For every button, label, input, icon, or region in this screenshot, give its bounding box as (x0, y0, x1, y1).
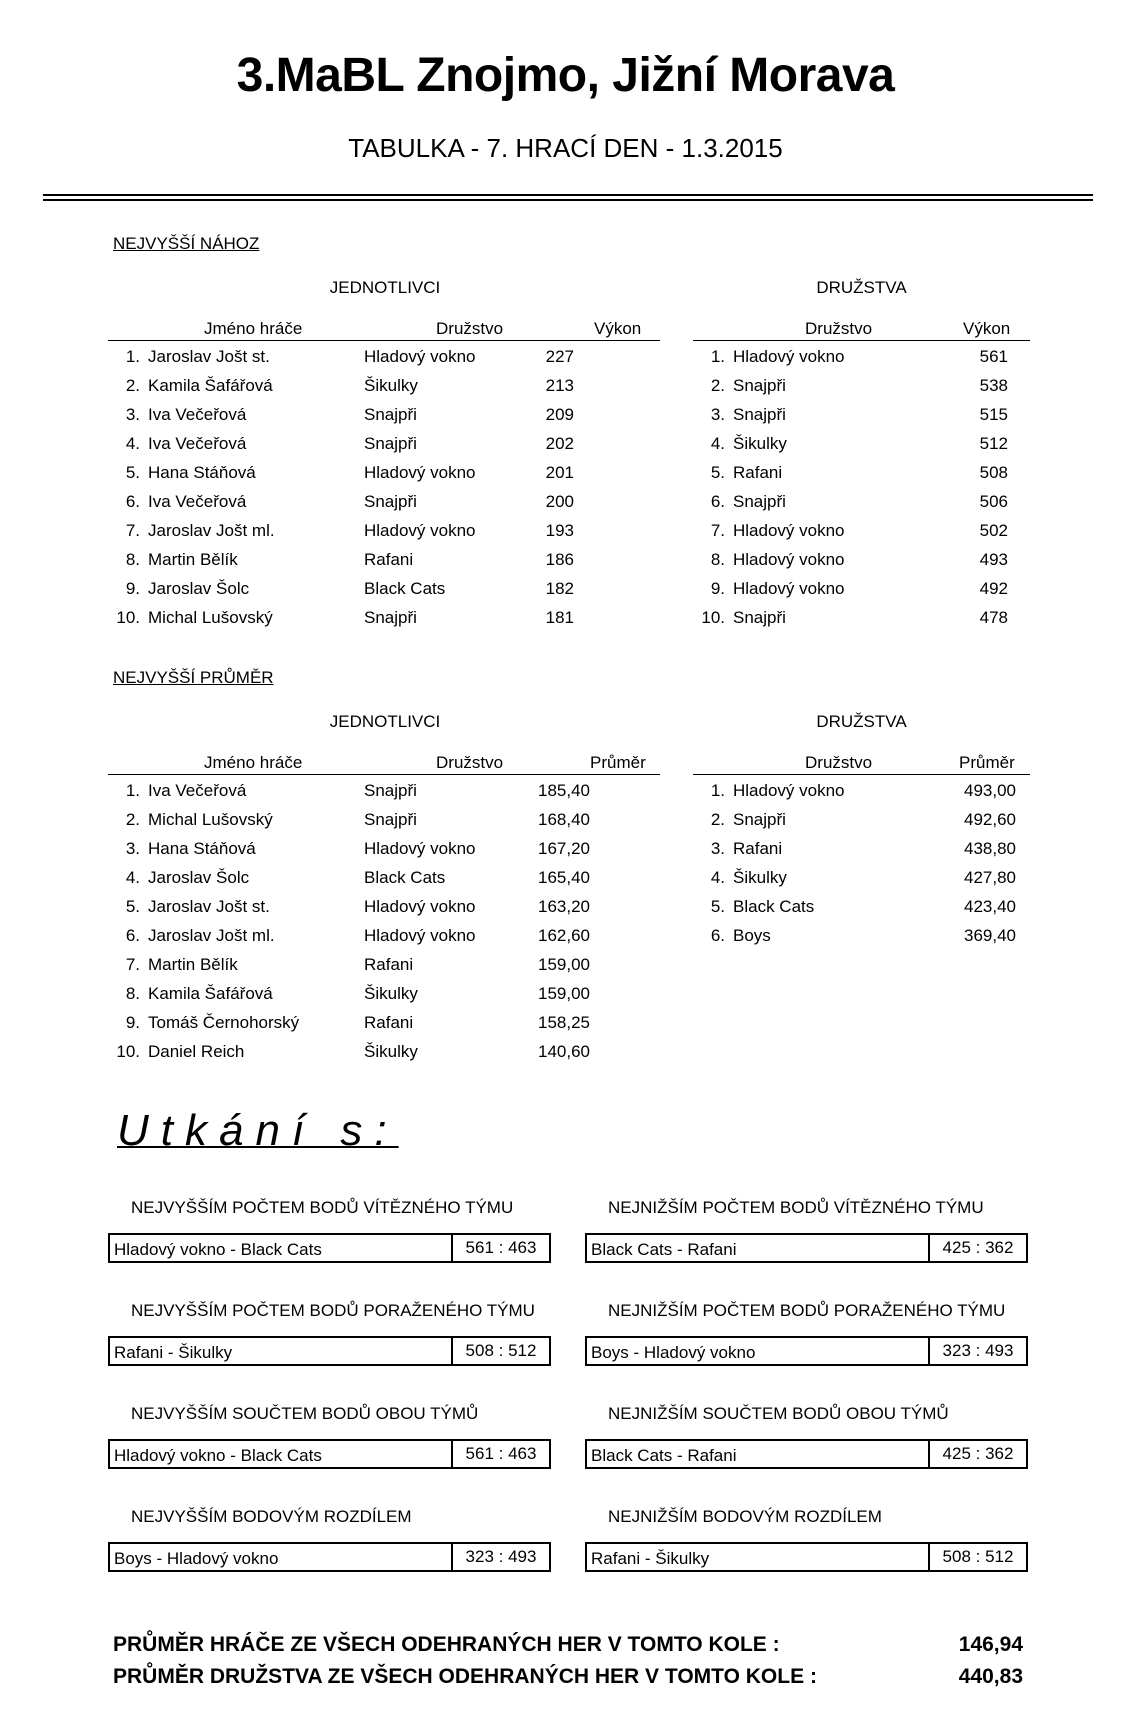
record-label: NEJNIŽŠÍM SOUČTEM BODŮ OBOU TÝMŮ (608, 1404, 949, 1423)
value-cell: 508 (979, 463, 1008, 482)
table-row (693, 775, 1030, 804)
team-cell: Snajpři (733, 608, 786, 627)
player-name-cell: Daniel Reich (148, 1042, 245, 1061)
record-box (585, 1233, 1028, 1263)
record-match: Black Cats - Rafani (591, 1240, 737, 1259)
table-row (108, 370, 660, 399)
team-cell: Hladový vokno (364, 926, 476, 945)
record-match: Hladový vokno - Black Cats (114, 1240, 322, 1259)
rank-cell: 5. (710, 897, 725, 916)
value-cell: 493,00 (964, 781, 1016, 800)
value-cell: 168,40 (538, 810, 590, 829)
table-row (108, 920, 660, 949)
rank-cell: 10. (116, 608, 140, 627)
section-heading-nahoz: NEJVYŠŠÍ NÁHOZ (113, 234, 260, 253)
table-row (693, 602, 1030, 631)
record-score: 323 : 493 (928, 1338, 1026, 1364)
rank-cell: 6. (125, 492, 140, 511)
col-header-team: Družstvo (805, 753, 873, 772)
player-name-cell: Tomáš Černohorský (148, 1013, 300, 1032)
player-name-cell: Martin Bělík (148, 550, 238, 569)
record-box (585, 1336, 1028, 1366)
team-cell: Snajpři (733, 810, 786, 829)
record-match: Rafani - Šikulky (591, 1549, 710, 1568)
table-row (108, 515, 660, 544)
team-cell: Snajpři (364, 608, 417, 627)
individuals-heading-nahoz: JEDNOTLIVCI (329, 278, 441, 297)
value-cell: 202 (545, 434, 574, 453)
team-cell: Šikulky (733, 434, 787, 453)
rank-cell: 8. (710, 550, 725, 569)
table-row (693, 544, 1030, 573)
player-name-cell: Jaroslav Jošt st. (148, 347, 270, 366)
page-title: 3.MaBL Znojmo, Jižní Morava (236, 49, 895, 102)
table-row (108, 544, 660, 573)
value-cell: 158,25 (538, 1013, 590, 1032)
record-box (585, 1542, 1028, 1572)
rank-cell: 8. (125, 984, 140, 1003)
record-score: 561 : 463 (451, 1235, 549, 1261)
team-cell: Hladový vokno (733, 579, 845, 598)
value-cell: 369,40 (964, 926, 1016, 945)
value-cell: 182 (545, 579, 574, 598)
table-row (108, 573, 660, 602)
record-label: NEJVYŠŠÍM POČTEM BODŮ VÍTĚZNÉHO TÝMU (131, 1198, 514, 1217)
table-row (108, 1036, 660, 1065)
rank-cell: 3. (710, 839, 725, 858)
player-name-cell: Iva Večeřová (148, 781, 247, 800)
value-cell: 159,00 (538, 984, 590, 1003)
team-cell: Snajpři (364, 405, 417, 424)
rank-cell: 9. (710, 579, 725, 598)
table-row (108, 602, 660, 631)
team-cell: Snajpři (733, 405, 786, 424)
col-header-value: Výkon (594, 319, 642, 338)
value-cell: 185,40 (538, 781, 590, 800)
rank-cell: 10. (116, 1042, 140, 1061)
player-name-cell: Kamila Šafářová (148, 984, 273, 1003)
table-row (693, 891, 1030, 920)
rank-cell: 2. (125, 810, 140, 829)
player-name-cell: Iva Večeřová (148, 405, 247, 424)
value-cell: 167,20 (538, 839, 590, 858)
team-cell: Snajpři (733, 492, 786, 511)
rank-cell: 4. (710, 868, 725, 887)
col-header-team: Družstvo (436, 753, 504, 772)
table-row (108, 891, 660, 920)
record-match: Boys - Hladový vokno (591, 1343, 756, 1362)
table-row (693, 573, 1030, 602)
record-match: Boys - Hladový vokno (114, 1549, 279, 1568)
team-cell: Snajpři (733, 376, 786, 395)
player-name-cell: Hana Stáňová (148, 839, 256, 858)
value-cell: 162,60 (538, 926, 590, 945)
value-cell: 213 (545, 376, 574, 395)
team-cell: Rafani (364, 550, 414, 569)
team-cell: Hladový vokno (733, 781, 845, 800)
rank-cell: 9. (125, 1013, 140, 1032)
table-row (693, 804, 1030, 833)
table-row (693, 486, 1030, 515)
team-cell: Rafani (364, 955, 414, 974)
value-cell: 427,80 (964, 868, 1016, 887)
record-box (108, 1233, 551, 1263)
table-row (693, 341, 1030, 370)
record-label: NEJVYŠŠÍM SOUČTEM BODŮ OBOU TÝMŮ (131, 1404, 479, 1423)
value-cell: 506 (979, 492, 1008, 511)
value-cell: 438,80 (964, 839, 1016, 858)
value-cell: 159,00 (538, 955, 590, 974)
table-header (693, 313, 1030, 341)
player-average-label: PRŮMĚR HRÁČE ZE VŠECH ODEHRANÝCH HER V TOMTO KOLE : (113, 1633, 780, 1656)
team-cell: Snajpři (364, 434, 417, 453)
rank-cell: 2. (710, 810, 725, 829)
value-cell: 478 (979, 608, 1008, 627)
teams-heading-nahoz: DRUŽSTVA (816, 278, 907, 297)
record-score: 508 : 512 (451, 1338, 549, 1364)
value-cell: 200 (545, 492, 574, 511)
team-cell: Hladový vokno (733, 347, 845, 366)
table-row (693, 515, 1030, 544)
rank-cell: 6. (710, 926, 725, 945)
table-row (693, 920, 1030, 949)
table-row (108, 341, 660, 370)
rank-cell: 7. (710, 521, 725, 540)
team-cell: Hladový vokno (364, 347, 476, 366)
rank-cell: 7. (125, 955, 140, 974)
team-cell: Black Cats (364, 579, 446, 598)
value-cell: 193 (545, 521, 574, 540)
table-row (108, 1007, 660, 1036)
table-row (693, 370, 1030, 399)
rank-cell: 5. (125, 897, 140, 916)
table-row (108, 949, 660, 978)
individuals-heading-prumer: JEDNOTLIVCI (329, 712, 441, 731)
table-header (108, 313, 660, 341)
table-row (108, 804, 660, 833)
team-cell: Snajpři (364, 781, 417, 800)
table-row (693, 862, 1030, 891)
rank-cell: 1. (125, 347, 140, 366)
team-cell: Šikulky (364, 984, 418, 1003)
record-label: NEJNIŽŠÍM POČTEM BODŮ VÍTĚZNÉHO TÝMU (608, 1198, 984, 1217)
player-name-cell: Jaroslav Šolc (148, 868, 250, 887)
value-cell: 492,60 (964, 810, 1016, 829)
team-cell: Šikulky (364, 376, 418, 395)
table-row (108, 457, 660, 486)
table-row (108, 486, 660, 515)
table-nahoz-individuals (108, 313, 660, 631)
record-box (108, 1439, 551, 1469)
col-header-team: Družstvo (805, 319, 873, 338)
matches-heading: Utkání s: (117, 1106, 399, 1155)
rank-cell: 1. (710, 781, 725, 800)
record-score: 323 : 493 (451, 1544, 549, 1570)
rank-cell: 6. (710, 492, 725, 511)
team-cell: Snajpři (364, 810, 417, 829)
record-label: NEJNIŽŠÍM BODOVÝM ROZDÍLEM (608, 1507, 882, 1526)
team-average-value: 440,83 (958, 1665, 1023, 1688)
rank-cell: 5. (710, 463, 725, 482)
table-row (693, 457, 1030, 486)
record-score: 425 : 362 (928, 1235, 1026, 1261)
table-header (693, 747, 1030, 775)
table-row (108, 862, 660, 891)
player-name-cell: Jaroslav Jošt ml. (148, 926, 275, 945)
table-row (693, 399, 1030, 428)
team-cell: Hladový vokno (364, 897, 476, 916)
rank-cell: 1. (710, 347, 725, 366)
value-cell: 493 (979, 550, 1008, 569)
value-cell: 492 (979, 579, 1008, 598)
player-name-cell: Kamila Šafářová (148, 376, 273, 395)
rank-cell: 4. (125, 868, 140, 887)
team-cell: Black Cats (364, 868, 446, 887)
player-name-cell: Martin Bělík (148, 955, 238, 974)
team-cell: Hladový vokno (364, 463, 476, 482)
team-average-label: PRŮMĚR DRUŽSTVA ZE VŠECH ODEHRANÝCH HER V TOMTO KOLE : (113, 1665, 817, 1688)
player-name-cell: Jaroslav Šolc (148, 579, 250, 598)
value-cell: 181 (545, 608, 574, 627)
value-cell: 201 (545, 463, 574, 482)
rank-cell: 10. (701, 608, 725, 627)
section-heading-prumer: NEJVYŠŠÍ PRŮMĚR (113, 668, 274, 687)
table-nahoz-teams (693, 313, 1030, 631)
player-name-cell: Jaroslav Jošt st. (148, 897, 270, 916)
rank-cell: 8. (125, 550, 140, 569)
col-header-name: Jméno hráče (204, 753, 303, 772)
record-box (585, 1439, 1028, 1469)
col-header-value: Průměr (590, 753, 646, 772)
team-cell: Rafani (733, 463, 783, 482)
col-header-name: Jméno hráče (204, 319, 303, 338)
rank-cell: 7. (125, 521, 140, 540)
value-cell: 227 (545, 347, 574, 366)
record-score: 425 : 362 (928, 1441, 1026, 1467)
value-cell: 538 (979, 376, 1008, 395)
player-average-value: 146,94 (958, 1633, 1023, 1656)
record-label: NEJVYŠŠÍM POČTEM BODŮ PORAŽENÉHO TÝMU (131, 1301, 535, 1320)
team-cell: Rafani (364, 1013, 414, 1032)
teams-heading-prumer: DRUŽSTVA (816, 712, 907, 731)
table-prumer-individuals (108, 747, 660, 1065)
value-cell: 502 (979, 521, 1008, 540)
table-row (693, 428, 1030, 457)
rank-cell: 3. (710, 405, 725, 424)
record-match: Black Cats - Rafani (591, 1446, 737, 1465)
rank-cell: 9. (125, 579, 140, 598)
value-cell: 140,60 (538, 1042, 590, 1061)
col-header-team: Družstvo (436, 319, 504, 338)
team-cell: Snajpři (364, 492, 417, 511)
value-cell: 163,20 (538, 897, 590, 916)
rank-cell: 2. (125, 376, 140, 395)
rank-cell: 4. (710, 434, 725, 453)
team-cell: Hladový vokno (364, 521, 476, 540)
value-cell: 423,40 (964, 897, 1016, 916)
rank-cell: 3. (125, 405, 140, 424)
rank-cell: 6. (125, 926, 140, 945)
rank-cell: 2. (710, 376, 725, 395)
record-label: NEJNIŽŠÍM POČTEM BODŮ PORAŽENÉHO TÝMU (608, 1301, 1006, 1320)
value-cell: 165,40 (538, 868, 590, 887)
col-header-value: Výkon (963, 319, 1011, 338)
divider-bottom (43, 199, 1093, 201)
value-cell: 515 (979, 405, 1008, 424)
value-cell: 561 (979, 347, 1008, 366)
record-score: 561 : 463 (451, 1441, 549, 1467)
player-name-cell: Hana Stáňová (148, 463, 256, 482)
table-prumer-teams (693, 747, 1030, 949)
rank-cell: 4. (125, 434, 140, 453)
player-name-cell: Iva Večeřová (148, 434, 247, 453)
table-row (108, 428, 660, 457)
team-cell: Hladový vokno (733, 521, 845, 540)
team-cell: Hladový vokno (733, 550, 845, 569)
team-cell: Hladový vokno (364, 839, 476, 858)
team-cell: Boys (733, 926, 771, 945)
team-cell: Black Cats (733, 897, 815, 916)
rank-cell: 1. (125, 781, 140, 800)
value-cell: 209 (545, 405, 574, 424)
team-cell: Šikulky (364, 1042, 418, 1061)
col-header-value: Průměr (959, 753, 1015, 772)
page-subtitle: TABULKA - 7. HRACÍ DEN - 1.3.2015 (348, 133, 783, 163)
record-match: Rafani - Šikulky (114, 1343, 233, 1362)
record-box (108, 1542, 551, 1572)
player-name-cell: Jaroslav Jošt ml. (148, 521, 275, 540)
player-name-cell: Iva Večeřová (148, 492, 247, 511)
rank-cell: 5. (125, 463, 140, 482)
value-cell: 512 (979, 434, 1008, 453)
record-label: NEJVYŠŠÍM BODOVÝM ROZDÍLEM (131, 1507, 412, 1526)
team-cell: Rafani (733, 839, 783, 858)
record-box (108, 1336, 551, 1366)
table-row (108, 978, 660, 1007)
value-cell: 186 (545, 550, 574, 569)
record-score: 508 : 512 (928, 1544, 1026, 1570)
player-name-cell: Michal Lušovský (148, 810, 273, 829)
rank-cell: 3. (125, 839, 140, 858)
table-row (108, 833, 660, 862)
table-row (108, 399, 660, 428)
table-row (108, 775, 660, 804)
divider-top (43, 194, 1093, 196)
record-match: Hladový vokno - Black Cats (114, 1446, 322, 1465)
table-row (693, 833, 1030, 862)
team-cell: Šikulky (733, 868, 787, 887)
player-name-cell: Michal Lušovský (148, 608, 273, 627)
table-header (108, 747, 660, 775)
